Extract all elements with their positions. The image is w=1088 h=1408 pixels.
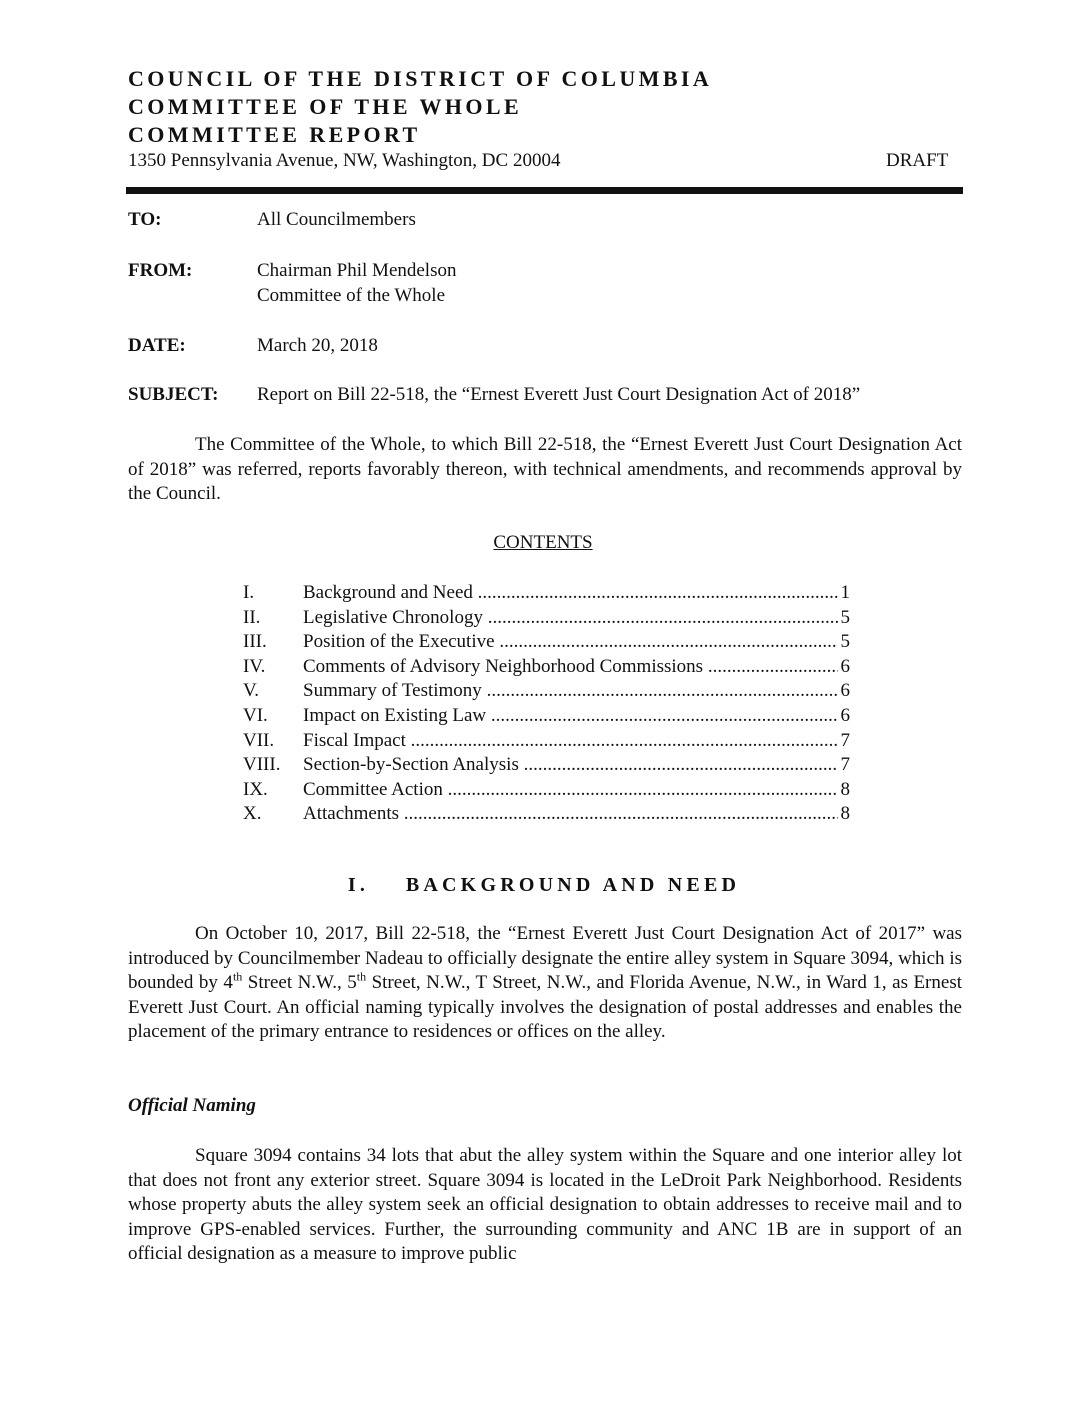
to-value: All Councilmembers — [257, 209, 416, 230]
from-value-name: Chairman Phil Mendelson — [257, 260, 457, 281]
toc-title: Position of the Executive ..... — [303, 631, 838, 653]
toc-page-number: 7 — [838, 754, 850, 776]
toc-page-number: 1 — [838, 582, 850, 604]
subject-label: SUBJECT: — [128, 384, 219, 405]
toc-title: Impact on Existing Law ..... — [303, 705, 838, 727]
background-text-part: Street, N.W., T Street, N.W., and Florida Avenue, N.W., in Ward 1, as Ernest Everett Just Court. An official naming typically involves the designation of postal addresses and enables the placement of the primary entrance to residences or offices on the alley. — [128, 972, 962, 1042]
date-value: March 20, 2018 — [257, 335, 378, 356]
from-value-committee: Committee of the Whole — [257, 285, 446, 306]
background-text-part: On October 10, 2017, Bill 22-518, the “Ernest Everett Just Court Designation Act of 2017” was introduced by Councilmember Nadeau to officially designate the entire alley system in Square 3094, which is bounded by 4 — [128, 923, 962, 993]
official-naming-paragraph — [128, 1144, 962, 1267]
toc-entry — [243, 779, 850, 804]
background-text — [128, 922, 962, 1045]
toc-page-number: 7 — [838, 730, 850, 752]
toc-title: Comments of Advisory Neighborhood Commissions ..... — [303, 656, 838, 678]
official-naming-text: Square 3094 contains 34 lots that abut the alley system within the Square and one interior alley lot that does not front any exterior street. Square 3094 is located in the LeDroit Park Neighborhood. Residents whose property abuts the alley system seek an official designation to obtain addresses to receive mail and to improve GPS-enabled services. Further, the surrounding community and ANC 1B are in support of an official designation as a measure to improve public — [128, 1145, 962, 1264]
background-text-part: Street N.W., 5 — [242, 972, 357, 993]
intro-text: The Committee of the Whole, to which Bill 22-518, the “Ernest Everett Just Court Designation Act of 2018” was referred, reports favorably thereon, with technical amendments, and recommends approval by the Council. — [128, 434, 962, 504]
council-heading: COUNCIL OF THE DISTRICT OF COLUMBIA — [128, 66, 713, 91]
intro-paragraph — [128, 433, 962, 507]
toc-title: Legislative Chronology ..... — [303, 607, 838, 629]
toc-page-number: 6 — [838, 705, 850, 727]
toc-page-number: 6 — [838, 656, 850, 678]
toc-entry — [243, 730, 850, 755]
toc-entry — [243, 631, 850, 656]
toc-page-number: 8 — [838, 803, 850, 825]
toc-number: VII. — [243, 729, 275, 751]
toc-title: Fiscal Impact ..... — [303, 730, 838, 752]
toc-number: I. — [243, 582, 255, 603]
toc-entry — [243, 582, 850, 607]
toc-number: II. — [243, 606, 261, 628]
draft-label: DRAFT — [886, 150, 949, 171]
toc-title: Background and Need ..... — [303, 582, 838, 604]
contents-title-text: CONTENTS — [493, 532, 593, 553]
toc-number: X. — [243, 803, 262, 825]
toc-page-number: 6 — [838, 680, 850, 702]
from-label: FROM: — [128, 260, 193, 281]
toc-entry — [243, 656, 850, 681]
toc-page-number: 5 — [838, 631, 850, 653]
toc-number: IV. — [243, 655, 266, 677]
toc-title: Attachments ..... — [303, 803, 838, 825]
toc-entry — [243, 680, 850, 705]
toc-page-number: 5 — [838, 607, 850, 629]
background-paragraph — [128, 922, 962, 1045]
contents-title — [0, 532, 1088, 554]
toc-number: V. — [243, 680, 260, 702]
toc-title: Section-by-Section Analysis ..... — [303, 754, 838, 776]
toc-page-number: 8 — [838, 779, 850, 801]
address-line: 1350 Pennsylvania Avenue, NW, Washington, DC 20004 — [128, 150, 561, 171]
official-naming-subheading: Official Naming — [128, 1095, 256, 1116]
toc-number: III. — [243, 631, 267, 653]
toc-title: Summary of Testimony ..... — [303, 680, 838, 702]
toc-entry — [243, 803, 850, 828]
toc-number: VIII. — [243, 754, 281, 776]
header-rule — [126, 187, 963, 194]
toc-title: Committee Action ..... — [303, 779, 838, 801]
toc-number: IX. — [243, 778, 268, 800]
to-label: TO: — [128, 209, 162, 230]
table-of-contents — [243, 582, 850, 828]
date-label: DATE: — [128, 335, 186, 356]
committee-heading: COMMITTEE OF THE WHOLE — [128, 94, 523, 119]
report-heading: COMMITTEE REPORT — [128, 122, 421, 147]
toc-entry — [243, 705, 850, 730]
section-heading: I. BACKGROUND AND NEED — [347, 874, 741, 896]
subject-value: Report on Bill 22-518, the “Ernest Everett Just Court Designation Act of 2018” — [257, 384, 861, 405]
toc-entry — [243, 754, 850, 779]
superscript: th — [356, 969, 367, 984]
superscript: th — [232, 969, 243, 984]
toc-entry — [243, 607, 850, 632]
toc-number: VI. — [243, 704, 268, 726]
